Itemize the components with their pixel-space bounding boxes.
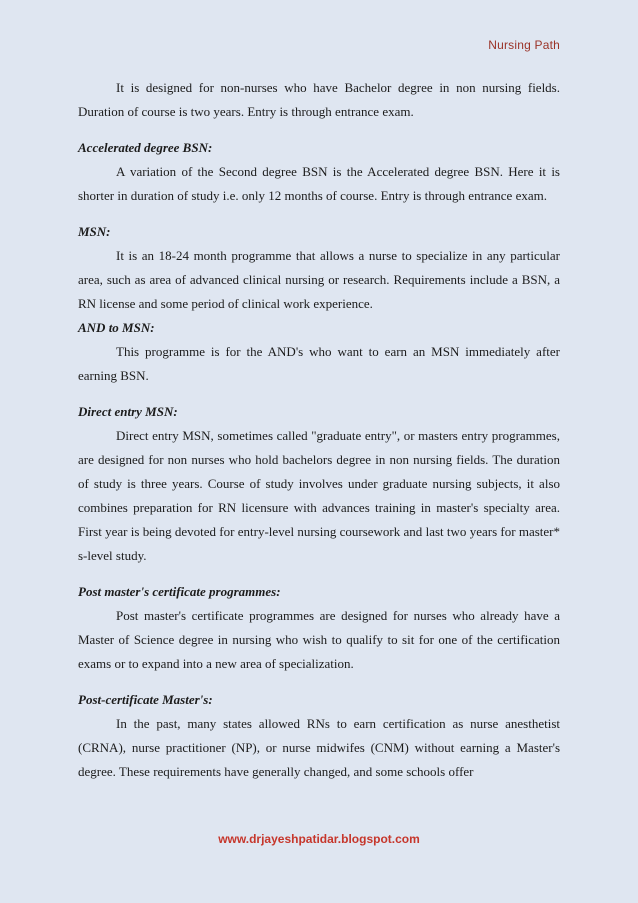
intro-paragraph: It is designed for non-nurses who have Bachelor degree in non nursing fields. Duration of course is two years. Entry is through entrance exam.	[78, 80, 560, 119]
footer-url: www.drjayeshpatidar.blogspot.com	[218, 832, 420, 846]
section-heading-msn: MSN:	[78, 224, 111, 239]
section-text-post-masters-certificate: Post master's certificate programmes are designed for nurses who already have a Master of Science degree in nursing who wish to qualify to sit for one of the certification exams or to expand into a new area of specialization.	[78, 608, 560, 671]
section-gap	[78, 568, 560, 580]
section-text-and-to-msn: This programme is for the AND's who want to earn an MSN immediately after earning BSN.	[78, 344, 560, 383]
section-gap	[78, 124, 560, 136]
section-text-post-certificate-masters: In the past, many states allowed RNs to earn certification as nurse anesthetist (CRNA), nurse practitioner (NP), or nurse midwifes (CNM) without earning a Master's degree. These requirements have generally changed, and some schools offer	[78, 716, 560, 779]
section-gap	[78, 208, 560, 220]
section-heading-direct-entry-msn: Direct entry MSN:	[78, 404, 178, 419]
section-text-accelerated-bsn: A variation of the Second degree BSN is the Accelerated degree BSN. Here it is shorter in duration of study i.e. only 12 months of course. Entry is through entrance exam.	[78, 164, 560, 203]
section-text-direct-entry-msn: Direct entry MSN, sometimes called "graduate entry", or masters entry programmes, are designed for non nurses who hold bachelors degree in non nursing fields. The duration of study is three years. Course of study involves under graduate nursing subjects, it also combines preparation for RN licensure with advances training in master's specialty area. First year is being devoted for entry-level nursing coursework and last two years for master* s-level study.	[78, 428, 560, 563]
section-heading-post-certificate-masters: Post-certificate Master's:	[78, 692, 213, 707]
document-body	[78, 76, 560, 784]
section-heading-and-to-msn: AND to MSN:	[78, 320, 155, 335]
section-heading-post-masters-certificate: Post master's certificate programmes:	[78, 584, 281, 599]
section-heading-accelerated-bsn: Accelerated degree BSN:	[78, 140, 213, 155]
section-gap	[78, 388, 560, 400]
running-header: Nursing Path	[488, 38, 560, 52]
section-text-msn: It is an 18-24 month programme that allows a nurse to specialize in any particular area, such as area of advanced clinical nursing or research. Requirements include a BSN, a RN license and some period of clinical work experience.	[78, 248, 560, 311]
section-gap	[78, 676, 560, 688]
